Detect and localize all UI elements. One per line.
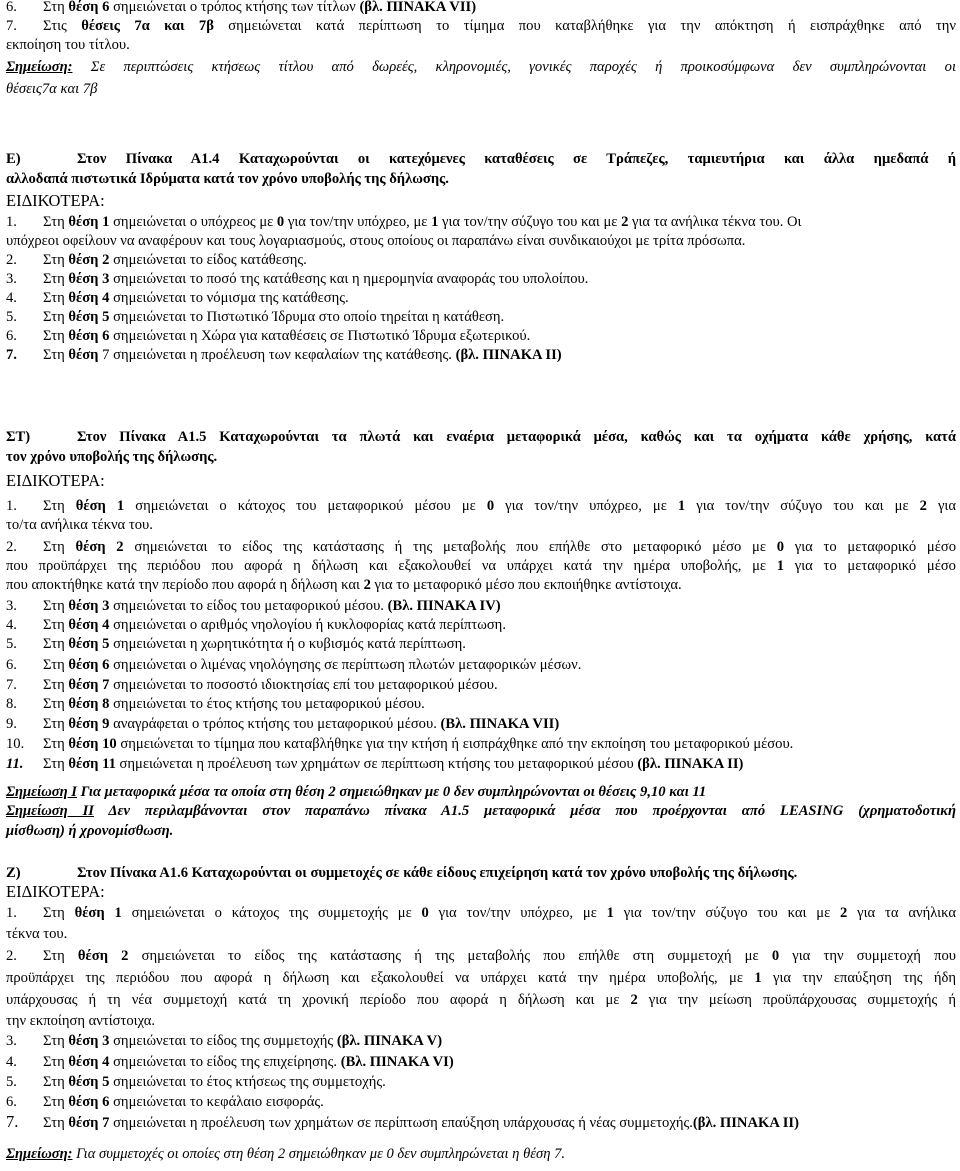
section-st-item-2-cont1: που προϋπάρχει της περιόδου που αφορά η δήλωση και εξακολουθεί να υπάρχει κατά την ημέρα υποβολής, με 1 για το μεταφορικό μέσο — [6, 558, 956, 574]
section-st-item-5: 5. Στη θέση 5 σημειώνεται η χωρητικότητα ή ο κυβισμός κατά περίπτωση. — [6, 636, 466, 652]
section-st-item-7: 7. Στη θέση 7 σημειώνεται το ποσοστό ιδιοκτησίας επί του μεταφορικού μέσου. — [6, 677, 498, 693]
section-st-item-2-cont2: που αποκτήθηκε κατά την περίοδο που αφορά η δήλωση και 2 για το μεταφορικό μέσο που εκποιήθηκε αντίστοιχα. — [6, 577, 682, 593]
section-st-heading-cont: τον χρόνο υποβολής της δήλωσης. — [6, 449, 218, 465]
section-e-item-5: 5. Στη θέση 5 σημειώνεται το Πιστωτικό Ίδρυμα στο οποίο τηρείται η κατάθεση. — [6, 309, 505, 325]
section-e-item-7: 7. Στη θέση 7 σημειώνεται η προέλευση των κεφαλαίων της κατάθεσης. (βλ. ΠΙΝΑΚΑ ΙΙ) — [6, 347, 562, 363]
item-6-title: 6. Στη θέση 6 σημειώνεται ο τρόπος κτήσης των τίτλων (βλ. ΠΙΝΑΚΑ VII) — [6, 0, 477, 15]
section-z-item-2-cont2: υπάρχουσας ή τη νέα συμμετοχή κατά τη χρονική περίοδο που αφορά η δήλωση και με 2 για την μείωση προϋπάρχουσας συμμετοχής ή — [6, 992, 956, 1008]
title-note-cont: θέσεις7α και 7β — [6, 81, 98, 97]
section-z-item-1: 1. Στη θέση 1 σημειώνεται ο κάτοχος της συμμετοχής με 0 για τον/την υπόχρεο, με 1 για τον/την σύζυγο του και με 2 για τα ανήλικα — [6, 905, 956, 921]
section-z-heading: Ζ) Στον Πίνακα Α1.6 Καταχωρούνται οι συμμετοχές σε κάθε είδους επιχείρηση κατά τον χρόνο υποβολής της δήλωσης. — [6, 865, 798, 881]
section-st-note-1: Σημείωση Ι Για μεταφορικά μέσα τα οποία στη θέση 2 σημειώθηκαν με 0 δεν συμπληρώνονται οι θέσεις 9,10 και 11 — [6, 784, 707, 800]
section-st-item-3: 3. Στη θέση 3 σημειώνεται το είδος του μεταφορικού μέσου. (Βλ. ΠΙΝΑΚΑ ΙV) — [6, 598, 501, 614]
section-st-special: ΕΙΔΙΚΟΤΕΡΑ: — [6, 471, 105, 490]
section-st-item-4: 4. Στη θέση 4 σημειώνεται ο αριθμός νηολογίου ή κυκλοφορίας κατά περίπτωση. — [6, 617, 506, 633]
item-7-title: 7. Στις θέσεις 7α και 7β σημειώνεται κατά περίπτωση το τίμημα που καταβλήθηκε για την απόκτηση ή εισπράχθηκε από την — [6, 18, 956, 34]
section-e-item-1-cont: υπόχρεοι οφείλουν να αναφέρουν και τους λογαριασμούς, στους οποίους οι παραπάνω είναι συνδικαιούχοι με τρίτα πρόσωπα. — [6, 233, 746, 249]
section-e-heading: Ε) Στον Πίνακα Α1.4 Καταχωρούνται οι κατεχόμενες καταθέσεις σε Τράπεζες, ταμιευτήρια και άλλα ημεδαπά ή — [6, 151, 956, 167]
section-e-item-2: 2. Στη θέση 2 σημειώνεται το είδος κατάθεσης. — [6, 252, 307, 268]
section-z-item-1-cont: τέκνα του. — [6, 926, 68, 942]
section-e-item-1: 1. Στη θέση 1 σημειώνεται ο υπόχρεος με 0 για τον/την υπόχρεο, με 1 για τον/την σύζυγο του και με 2 για τα ανήλικα τέκνα του. Οι — [6, 214, 802, 230]
section-st-note-2: Σημείωση ΙΙ Δεν περιλαμβάνονται στον παραπάνω πίνακα Α1.5 μεταφορικά μέσα που προέρχονται από LEASING (χρηματοδοτική — [6, 803, 957, 819]
section-e-item-4: 4. Στη θέση 4 σημειώνεται το νόμισμα της κατάθεσης. — [6, 290, 349, 306]
section-z-item-2-cont3: την εκποίηση αντίστοιχα. — [6, 1013, 156, 1029]
section-z-item-2-cont1: προϋπάρχει της περιόδου που αφορά η δήλωση και εξακολουθεί να υπάρχει κατά την ημέρα υποβολής, με 1 για την επαύξηση της ήδη — [6, 970, 957, 986]
section-z-special: ΕΙΔΙΚΟΤΕΡΑ: — [6, 882, 105, 901]
title-note: Σημείωση: Σε περιπτώσεις κτήσεως τίτλου από δωρεές, κληρονομιές, γονικές παροχές ή προικοσύμφωνα δεν συμπληρώνονται οι — [6, 59, 956, 75]
section-st-item-6: 6. Στη θέση 6 σημειώνεται ο λιμένας νηολόγησης σε περίπτωση πλωτών μεταφορικών μέσων. — [6, 657, 582, 673]
section-st-item-10: 10. Στη θέση 10 σημειώνεται το τίμημα που καταβλήθηκε για την κτήση ή εισπράχθηκε από την εκποίηση του μεταφορικού μέσου. — [6, 736, 794, 752]
section-e-item-3: 3. Στη θέση 3 σημειώνεται το ποσό της κατάθεσης και η ημερομηνία αναφοράς του υπολοίπου. — [6, 271, 589, 287]
section-e-heading-cont: αλλοδαπά πιστωτικά Ιδρύματα κατά τον χρόνο υποβολής της δήλωσης. — [6, 171, 449, 187]
section-z-item-7: 7. Στη θέση 7 σημειώνεται η προέλευση των χρημάτων σε περίπτωση επαύξηση υπάρχουσας ή νέας συμμετοχής.(βλ. ΠΙΝΑΚΑ ΙΙ) — [6, 1112, 799, 1131]
section-e-item-6: 6. Στη θέση 6 σημειώνεται η Χώρα για καταθέσεις σε Πιστωτικό Ίδρυμα εξωτερικού. — [6, 328, 531, 344]
section-st-item-9: 9. Στη θέση 9 αναγράφεται ο τρόπος κτήσης του μεταφορικού μέσου. (Βλ. ΠΙΝΑΚΑ VII) — [6, 716, 560, 732]
section-st-item-1-cont: το/τα ανήλικα τέκνα του. — [6, 517, 153, 533]
section-z-item-5: 5. Στη θέση 5 σημειώνεται το έτος κτήσεως της συμμετοχής. — [6, 1074, 386, 1090]
section-st-item-1: 1. Στη θέση 1 σημειώνεται ο κάτοχος του μεταφορικού μέσου με 0 για τον/την υπόχρεο, με 1 για τον/την σύζυγο του και με 2 για — [6, 498, 956, 514]
section-st-heading: ΣΤ) Στον Πίνακα Α1.5 Καταχωρούνται τα πλωτά και εναέρια μεταφορικά μέσα, καθώς και τα οχήματα κάθε χρήσης, κατά — [6, 429, 956, 445]
section-st-item-8: 8. Στη θέση 8 σημειώνεται το έτος κτήσης του μεταφορικού μέσου. — [6, 696, 425, 712]
item-7-title-cont: εκποίηση του τίτλου. — [6, 37, 130, 53]
section-st-item-2: 2. Στη θέση 2 σημειώνεται το είδος της κατάστασης ή της μεταβολής που επήλθε στο μεταφορικό μέσο με 0 για το μεταφορικό μέσο — [6, 539, 956, 555]
section-z-item-3: 3. Στη θέση 3 σημειώνεται το είδος της συμμετοχής (βλ. ΠΙΝΑΚΑ V) — [6, 1033, 443, 1049]
section-z-note: Σημείωση: Για συμμετοχές οι οποίες στη θέση 2 σημειώθηκαν με 0 δεν συμπληρώνεται η θέση 7. — [6, 1146, 566, 1162]
section-z-item-4: 4. Στη θέση 4 σημειώνεται το είδος της επιχείρησης. (Βλ. ΠΙΝΑΚΑ VI) — [6, 1054, 454, 1070]
section-st-item-11: 11. Στη θέση 11 σημειώνεται η προέλευση των χρημάτων σε περίπτωση κτήσης του μεταφορικού μέσου (βλ. ΠΙΝΑΚΑ ΙΙ) — [6, 756, 744, 772]
section-st-note-2-cont: μίσθωση) ή χρονομίσθωση. — [6, 823, 174, 839]
section-z-item-2: 2. Στη θέση 2 σημειώνεται το είδος της κατάστασης ή της μεταβολής που επήλθε στη συμμετοχή με 0 για την συμμετοχή που — [6, 948, 956, 964]
section-z-item-6: 6. Στη θέση 6 σημειώνεται το κεφάλαιο εισφοράς. — [6, 1094, 324, 1110]
section-e-special: ΕΙΔΙΚΟΤΕΡΑ: — [6, 191, 105, 210]
